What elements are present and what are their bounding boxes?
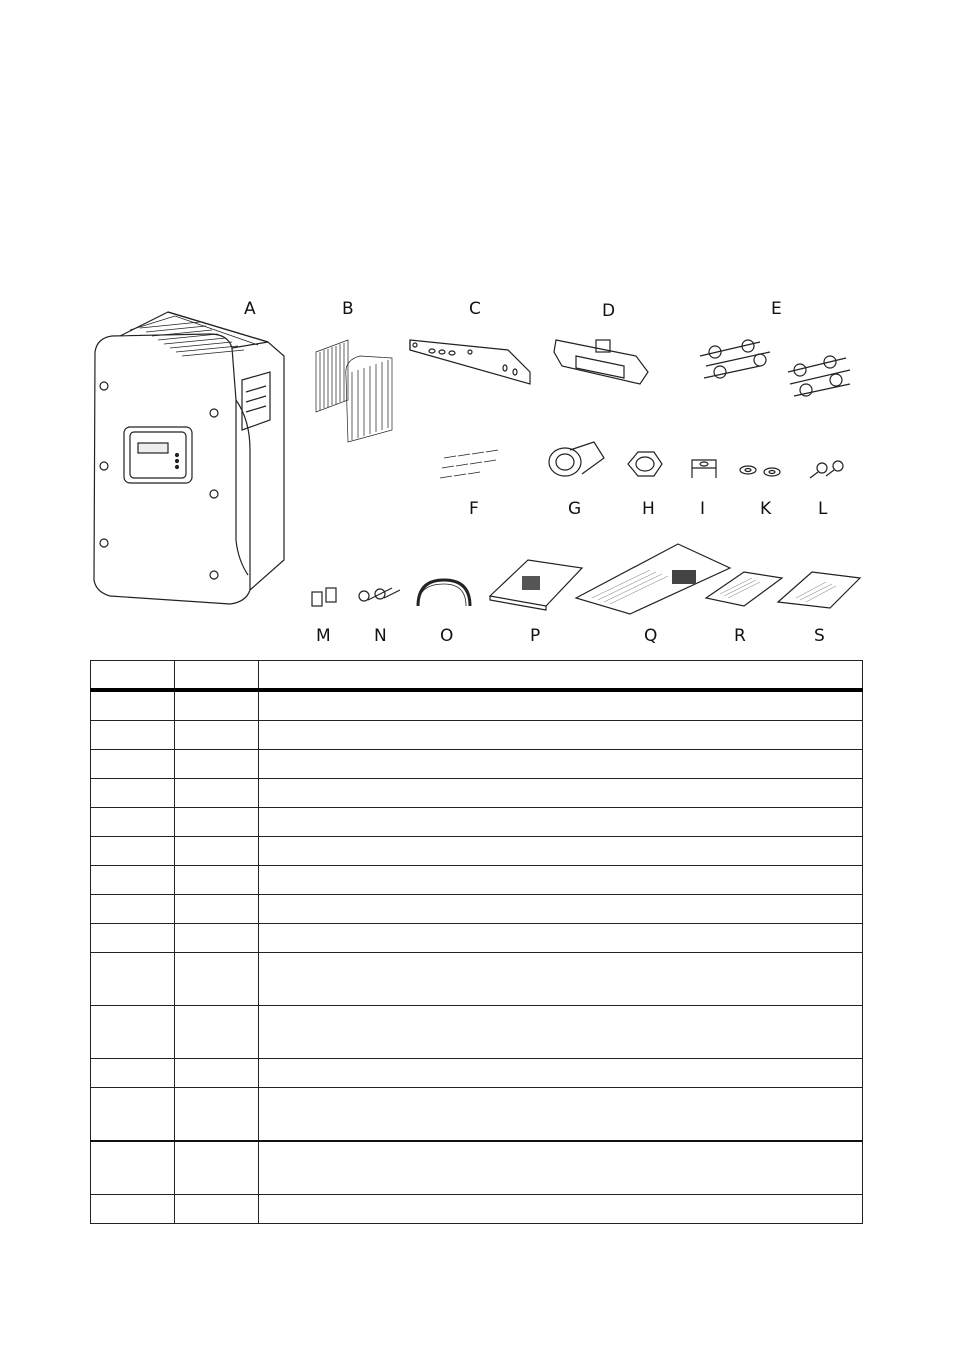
table-cell [259,837,863,866]
table-cell [91,953,175,1006]
table-cell [175,1141,259,1195]
inverter-drawing [94,312,284,604]
part-label-h: H [642,499,655,519]
table-cell [91,721,175,750]
table-cell [91,924,175,953]
jumpers-drawing [312,588,336,606]
table-cell [175,1088,259,1142]
table-cell [91,1059,175,1088]
table-cell [259,1195,863,1224]
cable-gland-drawing [549,442,604,476]
table-body [91,661,863,1224]
table-cell [259,924,863,953]
table-row [91,895,863,924]
table-cell [175,924,259,953]
table-cell [91,1088,175,1142]
table-cell [175,1006,259,1059]
scope-of-delivery-illustration [0,0,954,660]
table-cell [175,953,259,1006]
part-label-k: K [760,499,772,519]
table-cell [91,690,175,721]
part-label-l: L [818,499,828,519]
table-cell [175,690,259,721]
dc-connectors-drawing [700,340,850,396]
table-cell [175,1195,259,1224]
table-cell [175,1059,259,1088]
table-cell [259,808,863,837]
table-cell [91,895,175,924]
manual-drawing [490,560,582,610]
sheet-s-drawing [778,572,860,608]
cable-support-drawing [554,340,648,384]
poster-drawing [576,544,730,614]
table-cell [175,750,259,779]
table-cell [91,1195,175,1224]
table-cell [259,750,863,779]
table-cell [259,721,863,750]
washers-drawing [740,466,780,476]
table-cell [259,779,863,808]
table-cell [259,895,863,924]
table-cell [91,779,175,808]
table-cell [175,779,259,808]
screws-drawing [810,461,843,478]
part-label-f: F [469,499,479,519]
table-cell [259,1006,863,1059]
header-cell [91,661,175,691]
part-label-m: M [316,626,331,646]
table-cell [91,750,175,779]
clamping-bracket-drawing [692,460,716,478]
table-cell [259,953,863,1006]
table-cell [259,1088,863,1142]
tube-drawing [418,580,470,606]
wall-bracket-drawing [410,340,530,384]
table-row [91,779,863,808]
table-cell [259,866,863,895]
header-cell [175,661,259,691]
table-cell [259,1141,863,1195]
table-header-row [91,661,863,691]
part-label-a: A [244,299,256,319]
table-cell [175,837,259,866]
part-label-b: B [342,299,354,319]
table-row [91,837,863,866]
table-row [91,721,863,750]
table-cell [175,808,259,837]
part-label-p: P [530,626,541,646]
table-cell [91,866,175,895]
scope-of-delivery-table [90,660,863,1224]
table-cell [259,690,863,721]
sheet-r-drawing [706,572,782,606]
header-cell [259,661,863,691]
table-cell [91,808,175,837]
table-row [91,750,863,779]
part-label-o: O [440,626,454,646]
part-label-q: Q [644,626,658,646]
table-row [91,866,863,895]
nut-drawing [628,452,662,476]
table-row [91,953,863,1006]
table-row [91,1141,863,1195]
part-label-e: E [771,299,782,319]
table-cell [175,866,259,895]
part-label-d: D [602,301,616,321]
table-row [91,1195,863,1224]
part-label-c: C [469,299,481,319]
part-label-n: N [374,626,387,646]
foam-strips-drawing [316,340,392,442]
table-row [91,1088,863,1142]
table-cell [175,721,259,750]
table-cell [91,1141,175,1195]
part-label-i: I [700,499,706,519]
table-cell [91,837,175,866]
table-cell [175,895,259,924]
table-row [91,1059,863,1088]
table-cell [259,1059,863,1088]
table-cell [91,1006,175,1059]
pins-drawing [440,450,498,478]
part-label-s: S [814,626,825,646]
screws-n-drawing [359,588,400,601]
table-row [91,808,863,837]
part-label-r: R [734,626,746,646]
table-row [91,924,863,953]
part-label-g: G [568,499,582,519]
table-row [91,1006,863,1059]
table-row [91,690,863,721]
